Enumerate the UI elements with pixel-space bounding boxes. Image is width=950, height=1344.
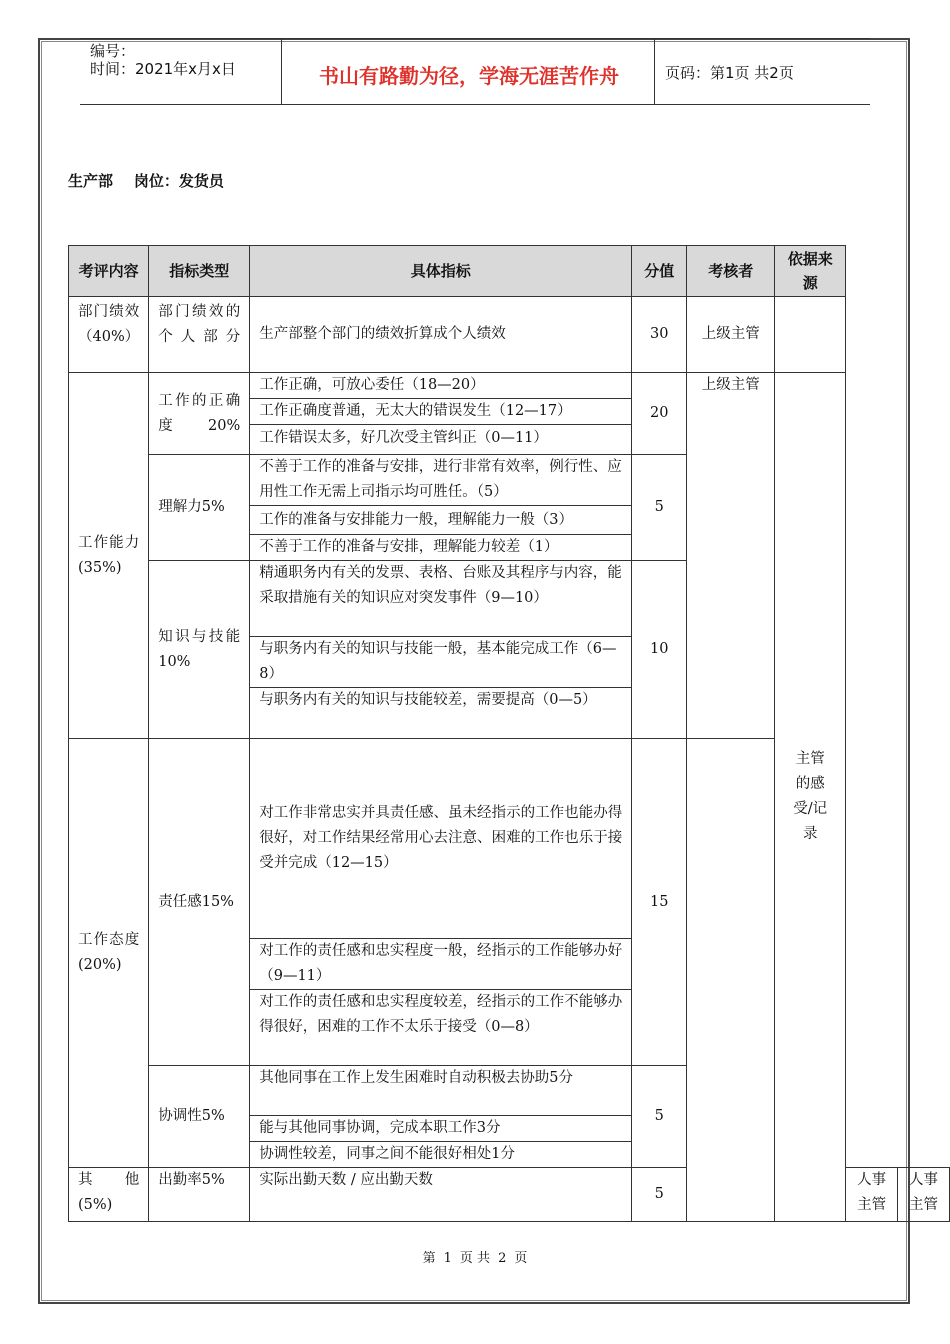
- header-cell-type: 指标类型: [149, 246, 250, 297]
- document-date: 时间：2021年x月x日: [90, 60, 236, 78]
- cell-indicator-knowledge-1: 精通职务内有关的发票、表格、台账及其程序与内容，能采取措施有关的知识应对突发事件（9—10）: [250, 561, 632, 637]
- cell-source-dept: [775, 297, 846, 373]
- footer-page-total: 2: [498, 1251, 507, 1266]
- cell-indicator-accuracy-3: 工作错误太多，好几次受主管纠正（0—11）: [250, 425, 632, 455]
- cell-type-knowledge: 知识与技能10%: [149, 561, 250, 739]
- header-cell-content: 考评内容: [69, 246, 149, 297]
- cell-indicator-knowledge-3: 与职务内有关的知识与技能较差，需要提高（0—5）: [250, 688, 632, 739]
- cell-indicator-accuracy-1: 工作正确，可放心委任（18—20）: [250, 373, 632, 399]
- cell-type-comprehension: 理解力5%: [149, 455, 250, 561]
- header-page-code: 页码：第1页 共2页: [665, 64, 794, 82]
- cell-score-knowledge: 10: [632, 561, 687, 739]
- header-cell-score: 分值: [632, 246, 687, 297]
- table-row: [69, 373, 950, 399]
- evaluation-table: [68, 245, 950, 1222]
- cell-score-accuracy: 20: [632, 373, 687, 455]
- cell-indicator-comprehension-1: 不善于工作的准备与安排，进行非常有效率，例行性、应用性工作无需上司指示均可胜任。（5）: [250, 455, 632, 506]
- cell-type-coordination: 协调性5%: [149, 1066, 250, 1168]
- footer-page-prefix: 第: [422, 1251, 436, 1266]
- cell-score-responsibility: 15: [632, 739, 687, 1066]
- footer-page-current: 1: [443, 1251, 452, 1266]
- cell-indicator-accuracy-2: 工作正确度普通，无太大的错误发生（12—17）: [250, 399, 632, 425]
- footer-page-mid: 页 共: [459, 1251, 491, 1266]
- cell-type-other: 出勤率5%: [149, 1168, 250, 1222]
- footer-page-suffix: 页: [514, 1251, 528, 1266]
- cell-content-attitude: 工作态度(20%): [69, 739, 149, 1168]
- header-divider-left: [281, 38, 282, 105]
- cell-indicator-coordination-2: 能与其他同事协调，完成本职工作3分: [250, 1116, 632, 1142]
- cell-type-responsibility: 责任感15%: [149, 739, 250, 1066]
- cell-source-other: 人事主管: [898, 1168, 950, 1222]
- header-divider-right: [654, 38, 655, 105]
- cell-assessor-attitude: [687, 739, 775, 1222]
- cell-assessor-other: 人事主管: [846, 1168, 898, 1222]
- cell-indicator-coordination-1: 其他同事在工作上发生困难时自动积极去协助5分: [250, 1066, 632, 1116]
- cell-content-ability: 工作能力(35%): [69, 373, 149, 739]
- cell-type-accuracy: 工作的正确度20%: [149, 373, 250, 455]
- page-footer: [0, 1247, 950, 1266]
- table-row-dept: [69, 297, 950, 373]
- cell-source-shared: 主管的感受/记录: [775, 373, 846, 1222]
- cell-score-comprehension: 5: [632, 455, 687, 561]
- header-top-rule: [80, 38, 870, 39]
- table-header-row: [69, 246, 950, 297]
- header-cell-indicator: 具体指标: [250, 246, 632, 297]
- header-cell-assessor: 考核者: [687, 246, 775, 297]
- cell-indicator-responsibility-2: 对工作的责任感和忠实程度一般，经指示的工作能够办好（9—11）: [250, 939, 632, 990]
- cell-score-coordination: 5: [632, 1066, 687, 1168]
- cell-indicator-responsibility-1: 对工作非常忠实并具责任感、虽未经指示的工作也能办得很好，对工作结果经常用心去注意、困难的工作也乐于接受并完成（12—15）: [250, 739, 632, 939]
- department-position-line: 生产部 岗位：发货员: [68, 172, 224, 190]
- header-cell-source: 依据来源: [775, 246, 846, 297]
- header-motto: 书山有路勤为径，学海无涯苦作舟: [319, 64, 619, 88]
- cell-indicator-dept: 生产部整个部门的绩效折算成个人绩效: [250, 297, 632, 373]
- cell-indicator-knowledge-2: 与职务内有关的知识与技能一般，基本能完成工作（6—8）: [250, 637, 632, 688]
- cell-indicator-responsibility-3: 对工作的责任感和忠实程度较差，经指示的工作不能够办得很好，困难的工作不太乐于接受（0—8）: [250, 990, 632, 1066]
- cell-indicator-comprehension-3: 不善于工作的准备与安排，理解能力较差（1）: [250, 535, 632, 561]
- cell-indicator-comprehension-2: 工作的准备与安排能力一般，理解能力一般（3）: [250, 506, 632, 535]
- cell-content-dept: 部门绩效（40%）: [69, 297, 149, 373]
- document-number-label: 编号：: [90, 42, 136, 60]
- cell-score-other: 5: [632, 1168, 687, 1222]
- cell-indicator-other: 实际出勤天数 / 应出勤天数: [250, 1168, 632, 1222]
- cell-score-dept: 30: [632, 297, 687, 373]
- cell-type-dept: 部门绩效的个人部分: [149, 297, 250, 373]
- cell-assessor-ability: 上级主管: [687, 373, 775, 739]
- header-bottom-rule: [80, 104, 870, 105]
- cell-indicator-coordination-3: 协调性较差，同事之间不能很好相处1分: [250, 1142, 632, 1168]
- cell-content-other: 其他(5%): [69, 1168, 149, 1222]
- cell-assessor-dept: 上级主管: [687, 297, 775, 373]
